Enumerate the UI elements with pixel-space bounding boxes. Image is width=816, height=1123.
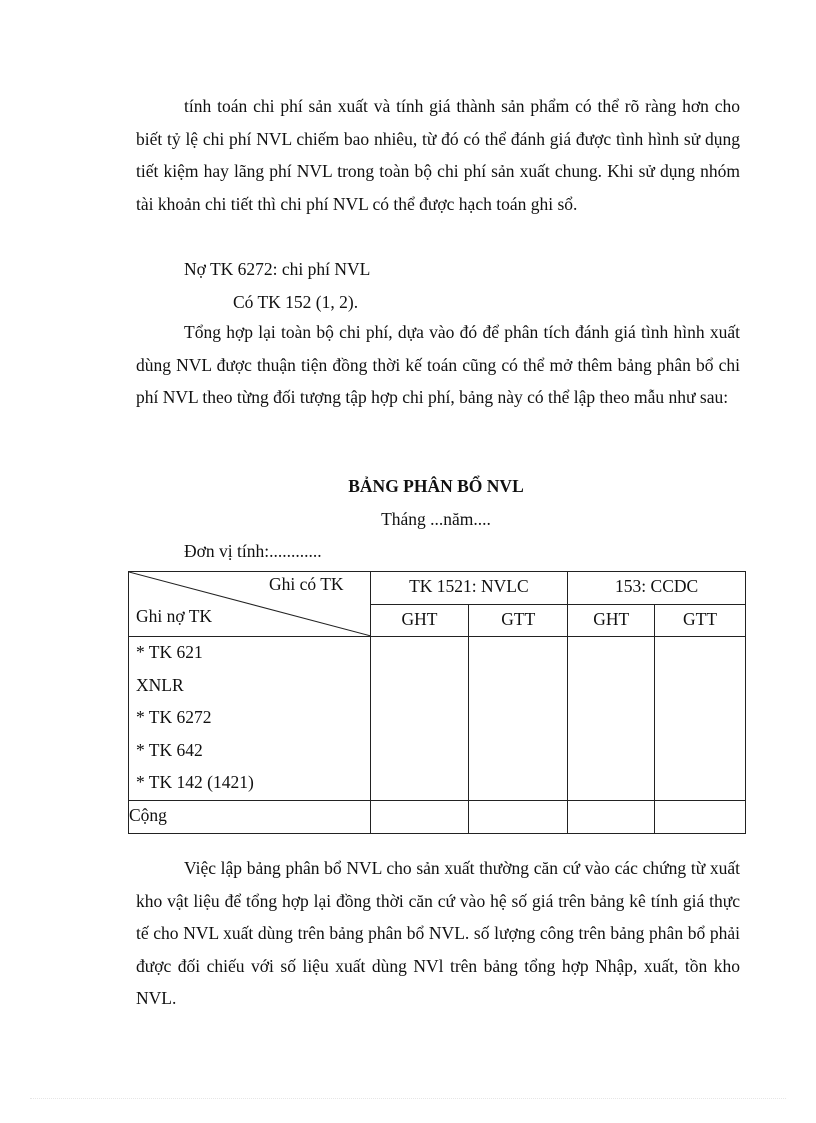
header-group-nvlc: TK 1521: NVLC [370, 572, 568, 605]
row-label-tk142: * TK 142 (1421) [136, 772, 254, 792]
total-value-cell [568, 800, 655, 833]
row-label-tk6272: * TK 6272 [136, 707, 212, 727]
paragraph-intro: tính toán chi phí sản xuất và tính giá thành sản phẩm có thể rõ ràng hơn cho biết tỷ lệ chi phí NVL chiếm bao nhiêu, từ đó có thể đánh giá được tình hình sử dụng tiết kiệm hay lãng phí NVL trong toàn bộ chi phí sản xuất chung. Khi sử dụng nhóm tài khoản chi tiết thì chi phí NVL có thể được hạch toán ghi sổ. [136, 96, 740, 214]
row-label-tk642: * TK 642 [136, 739, 203, 760]
table-row [129, 637, 746, 801]
value-cell [655, 637, 746, 801]
value-cell [370, 637, 469, 801]
row-label-xnlr: XNLR [136, 674, 184, 695]
entry-debit: Nợ TK 6272: chi phí NVL [184, 259, 371, 279]
value-cell [469, 637, 568, 801]
total-value-cell [655, 800, 746, 833]
row-label-tk621: * TK 621 [136, 642, 203, 662]
table-unit: Đơn vị tính:............ [184, 541, 322, 561]
corner-credit-label: Ghi có TK [269, 574, 344, 594]
paragraph-summary: Tổng hợp lại toàn bộ chi phí, dựa vào đó để phân tích đánh giá tình hình xuất dùng NVL được thuận tiện đồng thời kế toán cũng có thể mở thêm bảng phân bổ chi phí NVL theo từng đối tượng tập hợp chi phí, bảng này có thể lập theo mẫu như sau: [136, 322, 740, 407]
paragraph-conclusion: Việc lập bảng phân bổ NVL cho sản xuất thường căn cứ vào các chứng từ xuất kho vật liệu để tổng hợp lại đồng thời căn cứ vào hệ số giá trên bảng kê tính giá thực tế cho NVL xuất dùng trên bảng phân bổ NVL. số lượng công trên bảng phân bổ phải được đối chiếu với số liệu xuất dùng NVl trên bảng tổng hợp Nhập, xuất, tồn kho NVL. [136, 858, 740, 1008]
total-value-cell [370, 800, 469, 833]
allocation-table [128, 571, 746, 834]
total-value-cell [469, 800, 568, 833]
total-row [129, 800, 746, 833]
subheader-ght-1: GHT [370, 604, 469, 637]
value-cell [568, 637, 655, 801]
debit-accounts-cell [129, 637, 371, 801]
table-title: BẢNG PHÂN BỔ NVL [348, 476, 524, 496]
subheader-gtt-2: GTT [655, 604, 746, 637]
subheader-gtt-1: GTT [469, 604, 568, 637]
header-group-ccdc: 153: CCDC [568, 572, 746, 605]
table-period: Tháng ...năm.... [381, 509, 491, 529]
subheader-ght-2: GHT [568, 604, 655, 637]
corner-debit-label: Ghi nợ TK [136, 606, 213, 626]
table-corner-cell [129, 572, 371, 637]
total-label: Cộng [129, 800, 371, 833]
entry-credit: Có TK 152 (1, 2). [233, 292, 359, 312]
page-footer-rule [30, 1098, 786, 1099]
